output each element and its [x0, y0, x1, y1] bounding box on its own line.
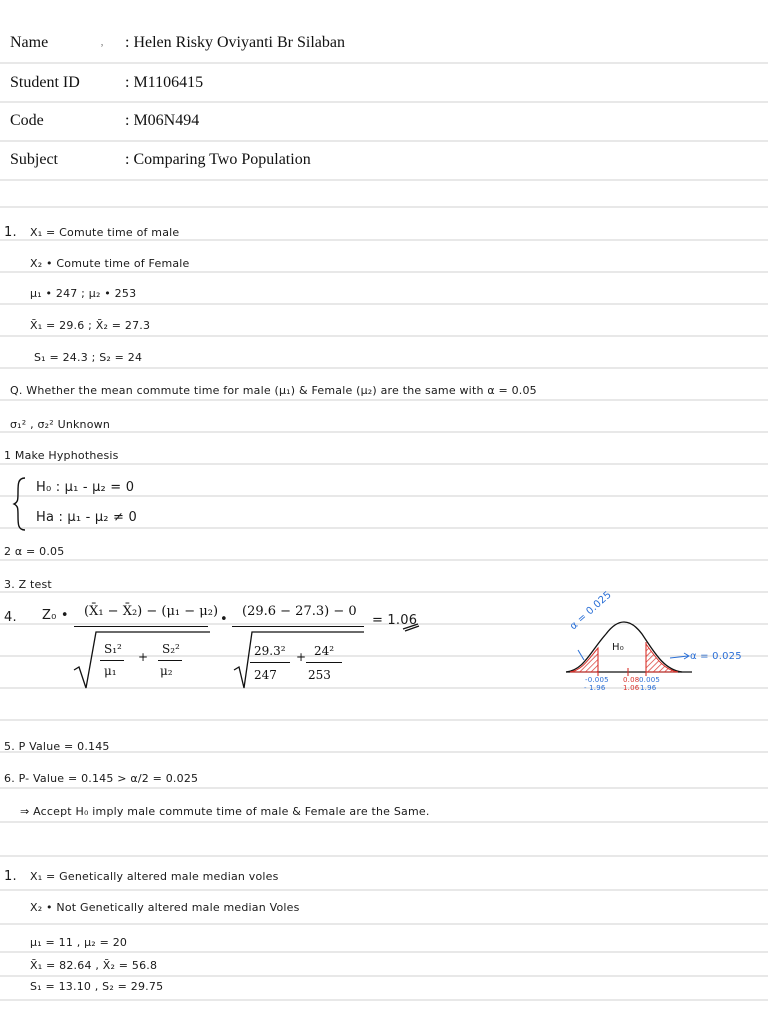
result-double-underline: [402, 622, 420, 632]
problem1-x2: X₂ • Comute time of Female: [30, 257, 190, 270]
problem1-std-devs: S₁ = 24.3 ; S₂ = 24: [34, 351, 143, 364]
substituted-fraction-bar: [232, 626, 364, 627]
formula-fraction-bar: [74, 626, 208, 627]
substituted-s2-sq: 24²: [314, 644, 335, 658]
problem2-means: μ₁ = 11 , μ₂ = 20: [30, 936, 128, 949]
substituted-s1-sq: 29.3²: [254, 644, 286, 658]
formula-s1-sq: S₁²: [104, 642, 122, 656]
crit-left-bottom: - 1.96: [584, 684, 606, 692]
equals-sign: •: [220, 612, 228, 627]
alternative-hypothesis: Ha : μ₁ - μ₂ ≠ 0: [36, 510, 137, 525]
z-value-bottom: 1.06: [623, 684, 640, 692]
problem2-sample-means: X̄₁ = 82.64 , X̄₂ = 56.8: [30, 959, 158, 972]
formula-n1: μ₁: [104, 664, 117, 678]
z-value-top: 0.08: [623, 676, 640, 684]
problem1-sample-means: X̄₁ = 29.6 ; X̄₂ = 27.3: [30, 319, 151, 332]
substituted-plus: +: [296, 650, 307, 664]
z0-label: Z₀ •: [42, 608, 69, 623]
subject-value: : Comparing Two Population: [125, 151, 311, 168]
formula-s2-sq: S₂²: [162, 642, 180, 656]
problem1-x1: X₁ = Comute time of male: [30, 226, 180, 239]
curve-h0-label: H₀: [612, 642, 624, 653]
step1-label: 1 Make Hyphothesis: [4, 449, 119, 462]
crit-right-top: 0.005: [639, 676, 661, 684]
curve-alpha-left: α = 0.025: [568, 589, 614, 633]
crit-left-top: -0.005: [585, 676, 609, 684]
substituted-s2-bar: [306, 662, 342, 663]
step4-label: 4.: [4, 610, 17, 625]
formula-numerator: (X̄₁ − X̄₂) − (μ₁ − μ₂): [84, 604, 219, 619]
null-hypothesis: H₀ : μ₁ - μ₂ = 0: [36, 480, 135, 495]
code-label: Code: [10, 112, 44, 129]
formula-s1-bar: [100, 660, 124, 661]
formula-s2-bar: [158, 660, 182, 661]
step5-p-value: 5. P Value = 0.145: [4, 740, 110, 753]
problem2-number: 1.: [4, 869, 17, 884]
subject-label: Subject: [10, 151, 58, 168]
problem2-std-devs: S₁ = 13.10 , S₂ = 29.75: [30, 980, 164, 993]
code-value: : M06N494: [125, 112, 200, 129]
crit-right-bottom: 1.96: [640, 684, 657, 692]
problem1-variance-unknown: σ₁² , σ₂² Unknown: [10, 418, 111, 431]
curve-alpha-right: α = 0.025: [690, 651, 742, 662]
problem2-x1: X₁ = Genetically altered male median voles: [30, 870, 279, 883]
formula-plus: +: [138, 650, 149, 664]
problem2-x2: X₂ • Not Genetically altered male median Voles: [30, 901, 300, 914]
problem1-conclusion: ⇒ Accept H₀ imply male commute time of male & Female are the Same.: [20, 805, 430, 818]
stray-mark: ‚: [100, 34, 104, 48]
problem1-means: μ₁ • 247 ; μ₂ • 253: [30, 287, 137, 300]
student-id-value: : M1106415: [125, 74, 204, 91]
problem1-question: Q. Whether the mean commute time for male (μ₁) & Female (μ₂) are the same with α = 0.05: [10, 384, 537, 397]
hypothesis-brace: [12, 476, 28, 532]
step6-comparison: 6. P- Value = 0.145 > α/2 = 0.025: [4, 772, 199, 785]
substituted-n2: 253: [308, 668, 331, 682]
step2-alpha: 2 α = 0.05: [4, 545, 65, 558]
name-value: : Helen Risky Oviyanti Br Silaban: [125, 34, 345, 51]
substituted-s1-bar: [250, 662, 290, 663]
step3-test: 3. Z test: [4, 578, 52, 591]
substituted-numerator: (29.6 − 27.3) − 0: [242, 604, 357, 619]
substituted-n1: 247: [254, 668, 277, 682]
name-label: Name: [10, 34, 49, 51]
z-result: = 1.06: [372, 613, 418, 628]
formula-n2: μ₂: [160, 664, 173, 678]
problem1-number: 1.: [4, 225, 17, 240]
student-id-label: Student ID: [10, 74, 80, 91]
